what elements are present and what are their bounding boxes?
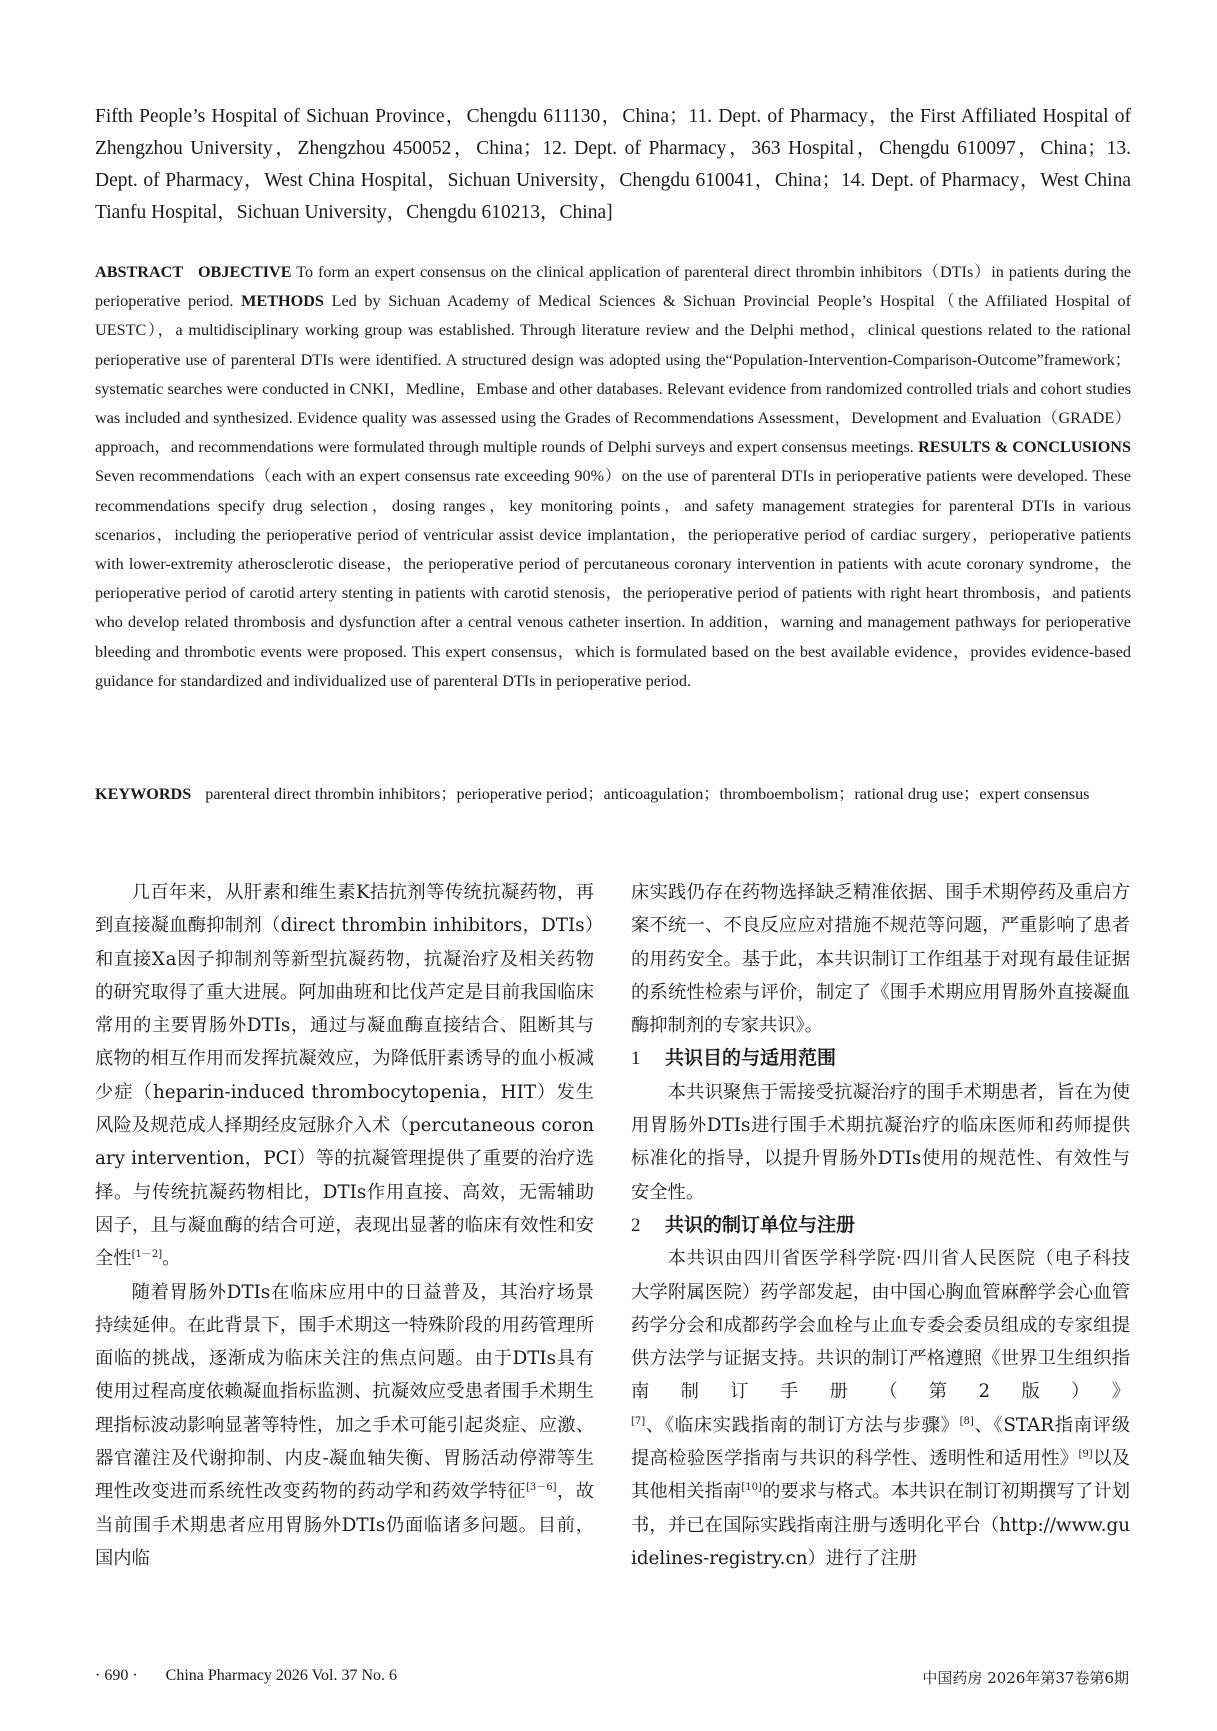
abstract-label: ABSTRACT bbox=[95, 263, 184, 281]
citation: [1－2] bbox=[131, 1249, 163, 1261]
journal-name-en: China Pharmacy 2026 Vol. 37 No. 6 bbox=[165, 1667, 398, 1684]
section-heading-2: 2 共识的制订单位与注册 bbox=[631, 1213, 856, 1236]
body-column-left bbox=[95, 876, 594, 1575]
body-paragraph: 本共识由四川省医学科学院·四川省人民医院（电子科技大学附属医院）药学部发起，由中国心胸血管麻醉学会心血管药学分会和成都药学会血栓与止血专委会委员组成的专家组提供方法学与证据支持。共识的制订严格遵照《世界卫生组织指南制订手册（第2版）》[7]、《临床实践指南的制订方法与步骤》[8]、《STAR指南评级提高检验医学指南与共识的科学性、透明性和适用性》[9]以及其他相关指南[10]的要求与格式。本共识在制订初期撰写了计划书，并已在国际实践指南注册与透明化平台（http://www.guidelines-registry.cn）进行了注册 bbox=[631, 1248, 1131, 1569]
keywords-label: KEYWORDS bbox=[95, 785, 192, 803]
body-paragraph: 几百年来，从肝素和维生素K拮抗剂等传统抗凝药物，再到直接凝血酶抑制剂（direct thrombin inhibitors，DTIs）和直接Ⅹa因子抑制剂等新型抗凝药物，抗凝治疗及相关药物的研究取得了重大进展。阿加曲班和比伐芦定是目前我国临床常用的主要胃肠外DTIs，通过与凝血酶直接结合、阻断其与底物的相互作用而发挥抗凝效应，为降低肝素诱导的血小板减少症（heparin-induced thrombocytopenia，HIT）发生风险及规范成人择期经皮冠脉介入术（percutaneous coronary intervention，PCI）等的抗凝管理提供了重要的治疗选择。与传统抗凝药物相比，DTIs作用直接、高效，无需辅助因子，且与凝血酶的结合可逆，表现出显著的临床有效性和安全性[1－2]。 bbox=[95, 882, 594, 1270]
body-paragraph: 随着胃肠外DTIs在临床应用中的日益普及，其治疗场景持续延伸。在此背景下，围手术期这一特殊阶段的用药管理所面临的挑战，逐渐成为临床关注的焦点问题。由于DTIs具有使用过程高度依赖凝血指标监测、抗凝效应受患者围手术期生理指标波动影响显著等特性，加之手术可能引起炎症、应激、器官灌注及代谢抑制、内皮-凝血轴失衡、胃肠活动停滞等生理性改变进而系统性改变药物的药动学和药效学特征[3－6]，故当前围手术期患者应用胃肠外DTIs仍面临诸多问题。目前，国内临 bbox=[95, 1281, 595, 1569]
body-column-right bbox=[631, 876, 1130, 1575]
keywords bbox=[95, 780, 1131, 809]
objective-label: OBJECTIVE bbox=[197, 263, 292, 281]
citation: [8] bbox=[959, 1415, 974, 1427]
citation: [9] bbox=[1078, 1449, 1093, 1461]
journal-name-cn: 中国药房 2026年第37卷第6期 bbox=[922, 1669, 1129, 1687]
citation: [3－6] bbox=[526, 1482, 557, 1494]
methods-text: Led by Sichuan Academy of Medical Sciences & Sichuan Provincial People’s Hospital（the Affiliated Hospital of UESTC），a multidisciplinary working group was established. Through literature review and the Delphi method，clinical questions related to the rational perioperative use of parenteral DTIs were identified. A structured design was adopted using the“Population-Intervention-Comparison-Outcome”framework；systematic searches were conducted in CNKI，Medline，Embase and other databases. Relevant evidence from randomized controlled trials and cohort studies was included and synthesized. Evidence quality was assessed using the Grades of Recommendations Assessment，Development and Evaluation（GRADE）approach，and recommendations were formulated through multiple rounds of Delphi surveys and expert consensus meetings. bbox=[95, 292, 1131, 457]
citation: [10] bbox=[741, 1482, 762, 1494]
footer-left bbox=[95, 1667, 397, 1685]
objective-text: To form an expert consensus on the clinical application of parenteral direct thrombin inhibitors（DTIs）in patients during the perioperative period. bbox=[95, 263, 1131, 311]
affiliations: Fifth People’s Hospital of Sichuan Province，Chengdu 611130，China；11. Dept. of Pharmacy，the First Affiliated Hospital of Zhengzhou University，Zhengzhou 450052，China；12. Dept. of Pharmacy，363 Hospital，Chengdu 610097，China；13. Dept. of Pharmacy，West China Hospital，Sichuan University，Chengdu 610041，China；14. Dept. of Pharmacy，West China Tianfu Hospital，Sichuan University，Chengdu 610213，China] bbox=[95, 106, 1131, 223]
results-text: Seven recommendations（each with an expert consensus rate exceeding 90%）on the use of parenteral DTIs in perioperative patients were developed. These recommendations specify drug selection，dosing ranges，key monitoring points，and safety management strategies for parenteral DTIs in various scenarios，including the perioperative period of ventricular assist device implantation，the perioperative period of cardiac surgery，perioperative patients with lower-extremity atherosclerotic disease，the perioperative period of percutaneous coronary intervention in patients with acute coronary syndrome，the perioperative period of carotid artery stenting in patients with carotid stenosis，the perioperative period of patients with right heart thrombosis，and patients who develop related thrombosis and dysfunction after a central venous catheter insertion. In addition，warning and management pathways for perioperative bleeding and thrombotic events were proposed. This expert consensus，which is formulated based on the best available evidence，provides evidence-based guidance for standardized and individualized use of parenteral DTIs in perioperative period. bbox=[95, 467, 1131, 690]
page-number: · 690 · bbox=[95, 1667, 138, 1684]
section-heading-1: 1 共识目的与适用范围 bbox=[631, 1047, 837, 1070]
body-paragraph: 本共识聚焦于需接受抗凝治疗的围手术期患者，旨在为使用胃肠外DTIs进行围手术期抗凝治疗的临床医师和药师提供标准化的指导，以提升胃肠外DTIs使用的规范性、有效性与安全性。 bbox=[631, 1081, 1130, 1203]
methods-label: METHODS bbox=[241, 292, 324, 311]
keywords-text: parenteral direct thrombin inhibitors；perioperative period；anticoagulation；thromboembolism；rational drug use；expert consensus bbox=[205, 785, 1090, 803]
body-paragraph: 床实践仍存在药物选择缺乏精准依据、围手术期停药及重启方案不统一、不良反应应对措施不规范等问题，严重影响了患者的用药安全。基于此，本共识制订工作组基于对现有最佳证据的系统性检索与评价，制定了《围手术期应用胃肠外直接凝血酶抑制剂的专家共识》。 bbox=[631, 882, 1130, 1037]
citation: [7] bbox=[631, 1415, 646, 1427]
abstract bbox=[95, 258, 1131, 696]
results-label: RESULTS & CONCLUSIONS bbox=[918, 438, 1131, 457]
